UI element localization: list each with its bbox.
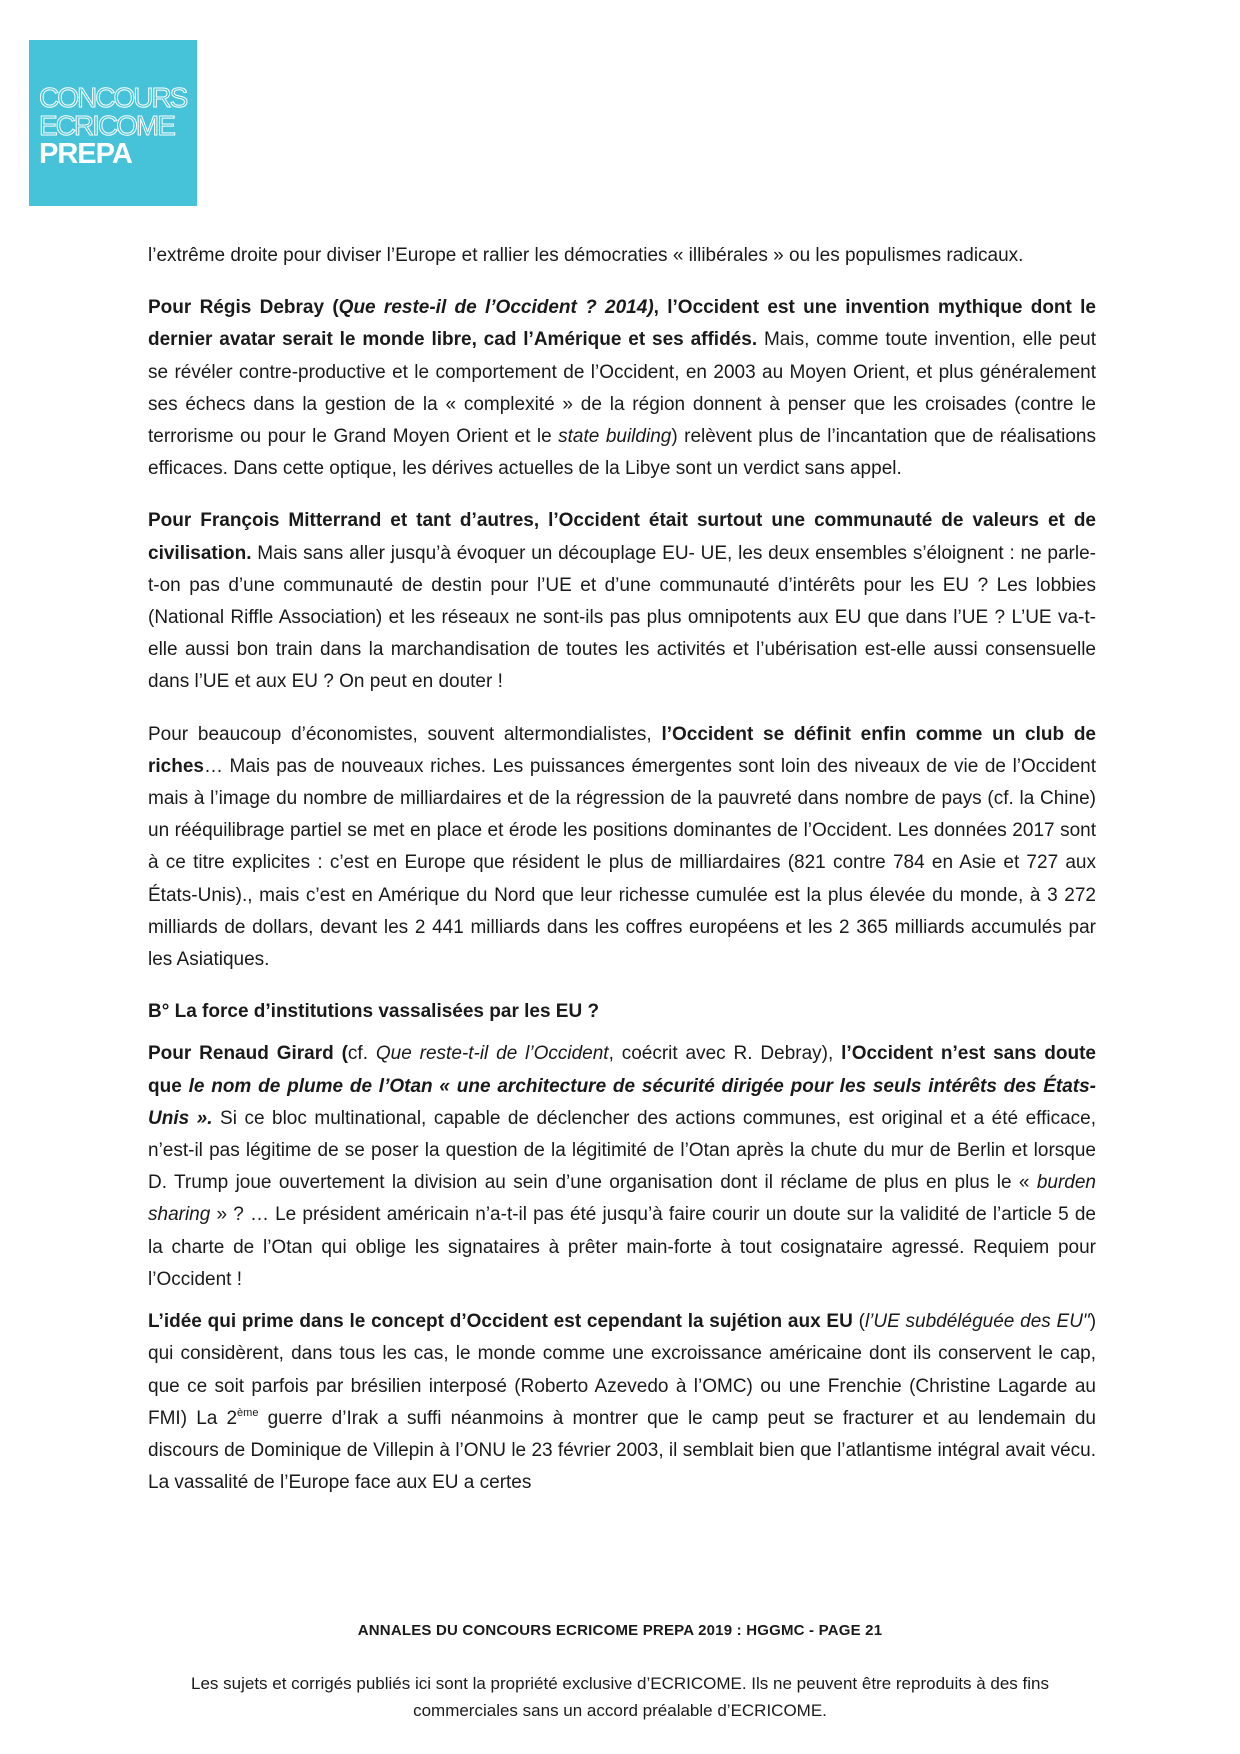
bold-italic-text: le nom de plume de l’Otan « une architecture de sécurité dirigée pour les seuls intérêts des États-Unis ». — [148, 1075, 1096, 1129]
body-text: Mais sans aller jusqu’à évoquer un découplage EU- UE, les deux ensembles s’éloignent : ne parle-t-on pas d’une communauté de destin pour l’UE et d’une communauté d’intérêts pour les EU ? Les lobbies (National Riffle Association) et les réseaux ne sont-ils pas plus omnipotents aux EU que dans l’UE ? L’UE va-t-elle aussi bon train dans la marchandisation de toutes les activités et l’ubérisation est-elle aussi consensuelle dans l’UE et aux EU ? On peut en douter ! — [148, 542, 1096, 693]
logo-line-prepa: PREPA — [39, 138, 132, 170]
body-text: ) qui considèrent, dans tous les cas, le monde comme une excroissance américaine dont ils conservent le cap, que ce soit parfois par brésilien interposé (Roberto Azevedo à l’OMC) ou une Frenchie (Christine Lagarde au FMI) La 2 — [148, 1311, 1097, 1429]
body-text: … Mais pas de nouveaux riches. Les puissances émergentes sont loin des niveaux de vie de l’Occident mais à l’image du nombre de milliardaires et de la régression de la pauvreté dans nombre de pays (cf. la Chine) un rééquilibrage partiel se met en place et érode les positions dominantes de l’Occident. Les données 2017 sont à ce titre explicites : c’est en Europe que résident le plus de milliardaires (821 contre 784 en Asie et 727 aux États-Unis)., mais c’est en Amérique du Nord que leur richesse cumulée est la plus élevée du monde, à 3 272 milliards de dollars, devant les 2 441 milliards dans les coffres européens et les 2 365 milliards accumulés par les Asiatiques. — [148, 755, 1096, 971]
bold-text: Pour Renaud Girard ( — [148, 1043, 348, 1065]
section-heading-text: B° La force d’institutions vassalisées par les EU ? — [148, 1001, 600, 1023]
logo-line-ecricome: ECRICOME — [39, 110, 174, 141]
body-text: Si ce bloc multinational, capable de déclencher des actions communes, est original et a été efficace, n’est-il pas légitime de se poser la question de la légitimité de l’Otan après la chute du mur de Berlin et lorsque D. Trump joue ouvertement la division au sein d’une organisation dont il réclame de plus en plus le « — [148, 1107, 1096, 1194]
bold-text: Pour François Mitterrand et tant d’autres, l’Occident était surtout une communauté de valeurs et de civilisation. — [148, 510, 1096, 564]
bold-text: l’Occident n’est sans doute que — [148, 1043, 1096, 1097]
italic-text: burden sharing — [148, 1172, 1096, 1226]
bold-text: l’Occident se définit enfin comme un club de riches — [148, 723, 1096, 777]
body-text: , coécrit avec R. Debray), — [608, 1043, 842, 1065]
body-text: ( — [852, 1311, 865, 1333]
logo-line-concours: CONCOURS — [39, 82, 187, 113]
bold-text: L’idée qui prime dans le concept d’Occident est cependant la sujétion aux EU — [148, 1311, 853, 1333]
italic-text: state building — [558, 426, 672, 448]
body-text: » ? … Le président américain n’a-t-il pas été jusqu’à faire courir un doute sur la validité de l’article 5 de la charte de l’Otan qui oblige les signataires à prêter main-forte à tout cosignataire agressé. Requiem pour l’Occident ! — [148, 1204, 1096, 1290]
ecricome-logo — [29, 40, 197, 206]
footer-copyright-note: Les sujets et corrigés publiés ici sont la propriété exclusive d’ECRICOME. Ils ne peuvent être reproduits à des fins commerciales sans un accord préalable d’ECRICOME. — [191, 1674, 1049, 1720]
paragraph-intro: l’extrême droite pour diviser l’Europe et rallier les démocraties « illibérales » ou les populismes radicaux. — [148, 245, 1024, 266]
paragraph-sujetion — [148, 1306, 1096, 1499]
book-title: Que reste-il de l’Occident ? 2014) — [338, 297, 654, 319]
body-text: cf. — [347, 1043, 376, 1065]
paragraph-mitterrand — [148, 505, 1096, 698]
body-text: Pour beaucoup d’économistes, souvent altermondialistes, — [148, 723, 662, 745]
book-title: Que reste-t-il de l’Occident — [375, 1043, 609, 1065]
body-text: ) relèvent plus de l’incantation que de réalisations efficaces. Dans cette optique, les dérives actuelles de la Libye sont un verdict sans appel. — [148, 426, 1096, 480]
paragraph-economists — [148, 719, 1096, 977]
section-heading — [148, 996, 1096, 1028]
page-body — [148, 240, 1096, 1519]
bold-text: Pour Régis Debray ( — [148, 297, 339, 319]
footer-title: ANNALES DU CONCOURS ECRICOME PREPA 2019 : HGGMC - PAGE 21 — [357, 1622, 883, 1639]
bold-text: , l’Occident est une invention mythique dont le dernier avatar serait le monde libre, cad l’Amérique et ses affidés. — [148, 297, 1096, 351]
body-text: guerre d’Irak a suffi néanmoins à montrer que le camp peut se fracturer et au lendemain du discours de Dominique de Villepin à l’ONU le 23 février 2003, il semblait bien que l’atlantisme intégral avait vécu. La vassalité de l’Europe face aux EU a certes — [148, 1407, 1096, 1494]
body-text: Mais, comme toute invention, elle peut se révéler contre-productive et le comportement de l’Occident, en 2003 au Moyen Orient, et plus généralement ses échecs dans la gestion de la « complexité » de la région donnent à penser que les croisades (contre le terrorisme ou pour le Grand Moyen Orient et le — [148, 329, 1096, 448]
italic-text: l’UE subdéléguée des EU" — [864, 1311, 1090, 1333]
paragraph-girard — [148, 1038, 1096, 1296]
superscript: ème — [237, 1406, 259, 1419]
paragraph-debray — [148, 292, 1096, 485]
